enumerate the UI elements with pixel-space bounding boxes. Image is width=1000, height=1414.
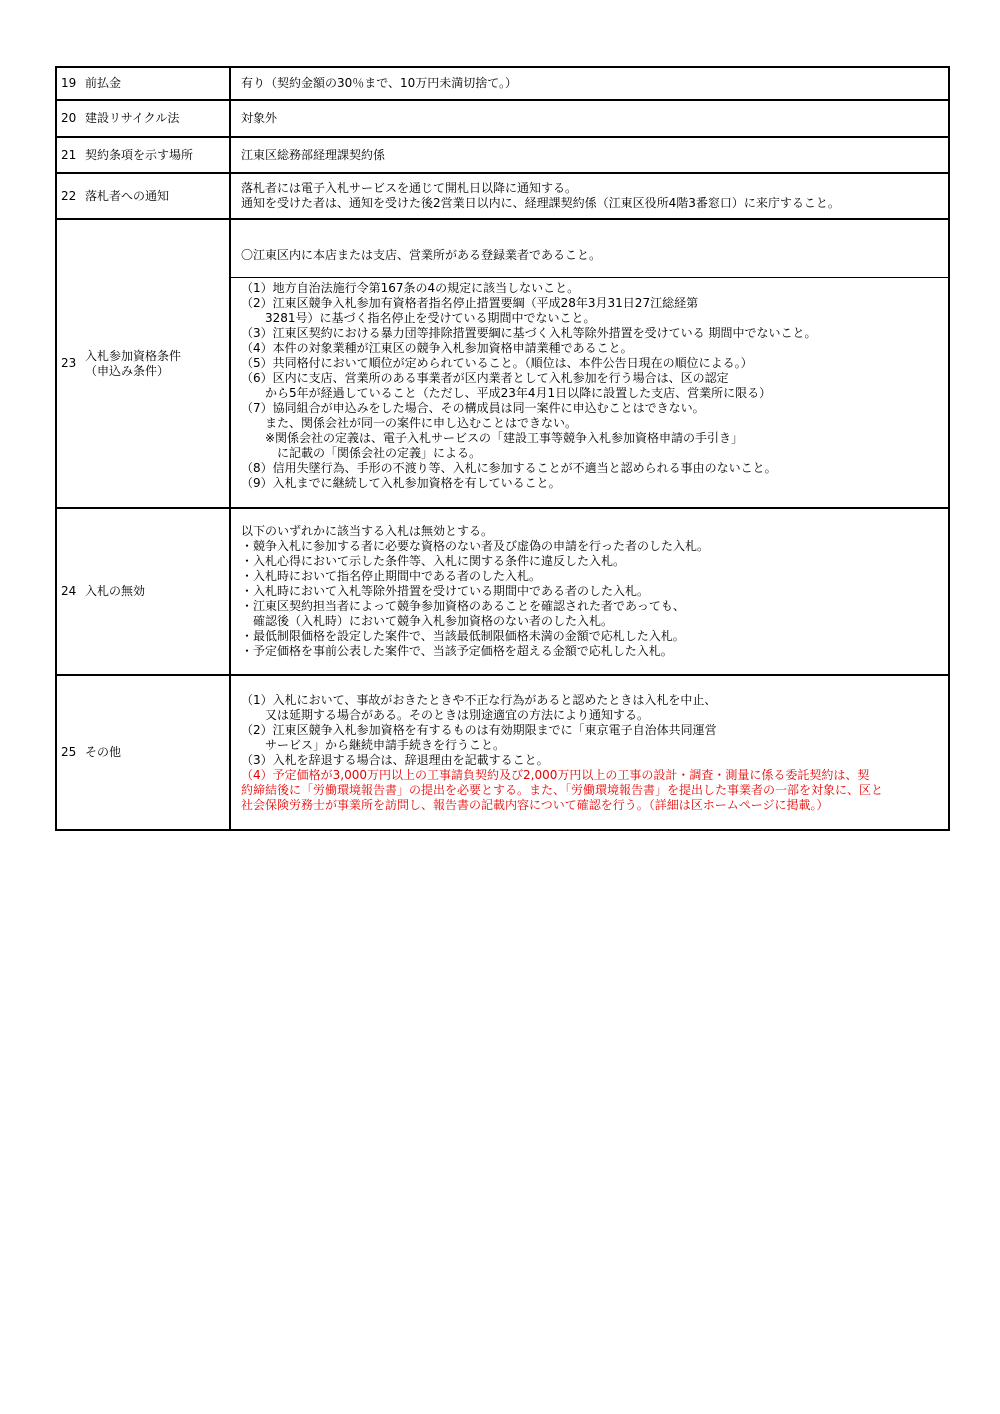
content-line: ・最低制限価格を設定した案件で、当該最低制限価格未満の金額で応札した入札。 (241, 629, 685, 643)
row-content-cell (230, 219, 949, 508)
content-line: （4）本件の対象業種が江東区の競争入札参加資格申請業種であること。 (241, 341, 633, 355)
row-content-cell (230, 67, 949, 100)
row-content-cell (230, 137, 949, 173)
content-line: ・入札時において入札等除外措置を受けている期間中である者のした入札。 (241, 584, 650, 598)
content-line: （6）区内に支店、営業所のある事業者が区内業者として入札参加を行う場合は、区の認定 (241, 371, 729, 385)
content-line: ※関係会社の定義は、電子入札サービスの「建設工事等競争入札参加資格申請の手引き」 (241, 431, 744, 445)
content-line: （2）江東区競争入札参加有資格者指名停止措置要綱（平成28年3月31日27江総経第 (241, 296, 699, 310)
row-label: 建設リサイクル法 (85, 111, 180, 125)
content-line: 江東区総務部経理課契約係 (241, 147, 386, 162)
row-label: 落札者への通知 (85, 188, 170, 203)
content-line: 以下のいずれかに該当する入札は無効とする。 (241, 524, 494, 538)
row-content-cell (230, 100, 949, 137)
content-line: ・予定価格を事前公表した案件で、当該予定価格を超える金額で応札した入札。 (241, 644, 673, 658)
row-label: その他 (85, 745, 122, 759)
row-label-cell (56, 219, 230, 508)
content-line: （5）共同格付において順位が定められていること。（順位は、本件公告日現在の順位による。） (241, 356, 753, 370)
row-label: 契約条項を示す場所 (85, 147, 194, 162)
row-label-cell (56, 508, 230, 675)
table-row-25 (56, 675, 949, 830)
content-line-emphasis: （4）予定価格が3,000万円以上の工事請負契約及び2,000万円以上の工事の設計・調査・測量に係る委託契約は、契 (241, 767, 870, 782)
row-number: 25 (61, 745, 77, 759)
content-line: （8）信用失墜行為、手形の不渡り等、入札に参加することが不適当と認められる事由のないこと。 (241, 461, 777, 475)
row-number: 24 (61, 584, 77, 598)
content-line-emphasis: 約締結後に「労働環境報告書」の提出を必要とする。また、「労働環境報告書」を提出した事業者の一部を対象に、区と (241, 782, 884, 797)
content-line-emphasis: 社会保険労務士が事業所を訪問し、報告書の記載内容について確認を行う。（詳細は区ホームページに掲載。） (241, 797, 829, 812)
row-label-cell (56, 67, 230, 100)
table-row-19 (56, 67, 949, 100)
row-number: 20 (61, 111, 77, 125)
content-line: 落札者には電子入札サービスを通じて開札日以降に通知する。 (241, 181, 578, 195)
content-line: ・江東区契約担当者によって競争参加資格のあることを確認された者であっても、 (241, 599, 685, 613)
row-label-cell (56, 173, 230, 219)
content-line: サービス」から継続申請手続きを行うこと。 (241, 737, 506, 752)
row-number: 21 (61, 147, 77, 162)
content-line: に記載の「関係会社の定義」による。 (241, 446, 482, 460)
content-line: ・競争入札に参加する者に必要な資格のない者及び虚偽の申請を行った者のした入札。 (241, 539, 710, 553)
content-line: （7）協同組合が申込みをした場合、その構成員は同一案件に申込むことはできない。 (241, 401, 705, 415)
content-subsection-list (231, 278, 948, 494)
row-label-cell (56, 675, 230, 830)
table-row-22 (56, 173, 949, 219)
content-line: 有り（契約金額の30％まで、10万円未満切捨て。） (241, 76, 518, 90)
table-row-24 (56, 508, 949, 675)
row-content-cell (230, 173, 949, 219)
content-line: 通知を受けた者は、通知を受けた後2営業日以内に、経理課契約係（江東区役所4階3番窓口）に来庁すること。 (241, 196, 840, 210)
row-content-cell (230, 675, 949, 830)
row-label: 入札参加資格条件 (85, 348, 182, 363)
row-label: 入札の無効 (85, 584, 146, 598)
content-line: 確認後（入札時）において競争入札参加資格のない者のした入札。 (241, 614, 614, 628)
conditions-table (55, 66, 950, 831)
content-line: （1）入札において、事故がおきたときや不正な行為があると認めたときは入札を中止、 (241, 692, 717, 707)
row-label-cell (56, 137, 230, 173)
content-line: （3）江東区契約における暴力団等排除措置要綱に基づく入札等除外措置を受けている 期間中でないこと。 (241, 326, 817, 340)
table-row-21 (56, 137, 949, 173)
row-number: 22 (61, 188, 77, 203)
content-line: 〇江東区内に本店または支店、営業所がある登録業者であること。 (241, 247, 602, 262)
content-line: ・入札心得において示した条件等、入札に関する条件に違反した入札。 (241, 554, 626, 568)
content-line: 対象外 (241, 111, 278, 125)
content-line: （3）入札を辞退する場合は、辞退理由を記載すること。 (241, 752, 549, 767)
row-label-sub: （申込み条件） (85, 363, 170, 378)
row-label: 前払金 (85, 76, 122, 90)
content-line: から5年が経過していること（ただし、平成23年4月1日以降に設置した支店、営業所に限る） (241, 386, 772, 400)
row-number: 19 (61, 76, 77, 90)
content-line: （1）地方自治法施行令第167条の4の規定に該当しないこと。 (241, 281, 580, 295)
row-content-cell (230, 508, 949, 675)
content-line: 3281号）に基づく指名停止を受けている期間中でないこと。 (241, 311, 596, 325)
content-line: 又は延期する場合がある。そのときは別途適宜の方法により通知する。 (241, 707, 650, 722)
content-line: （2）江東区競争入札参加資格を有するものは有効期限までに「東京電子自治体共同運営 (241, 722, 717, 737)
content-line: また、関係会社が同一の案件に申し込むことはできない。 (241, 416, 578, 430)
table-row-23 (56, 219, 949, 508)
content-subsection-top (231, 233, 948, 278)
content-line: ・入札時において指名停止期間中である者のした入札。 (241, 569, 542, 583)
table-row-20 (56, 100, 949, 137)
row-number: 23 (61, 356, 77, 370)
content-line: （9）入札までに継続して入札参加資格を有していること。 (241, 476, 561, 490)
row-label-cell (56, 100, 230, 137)
